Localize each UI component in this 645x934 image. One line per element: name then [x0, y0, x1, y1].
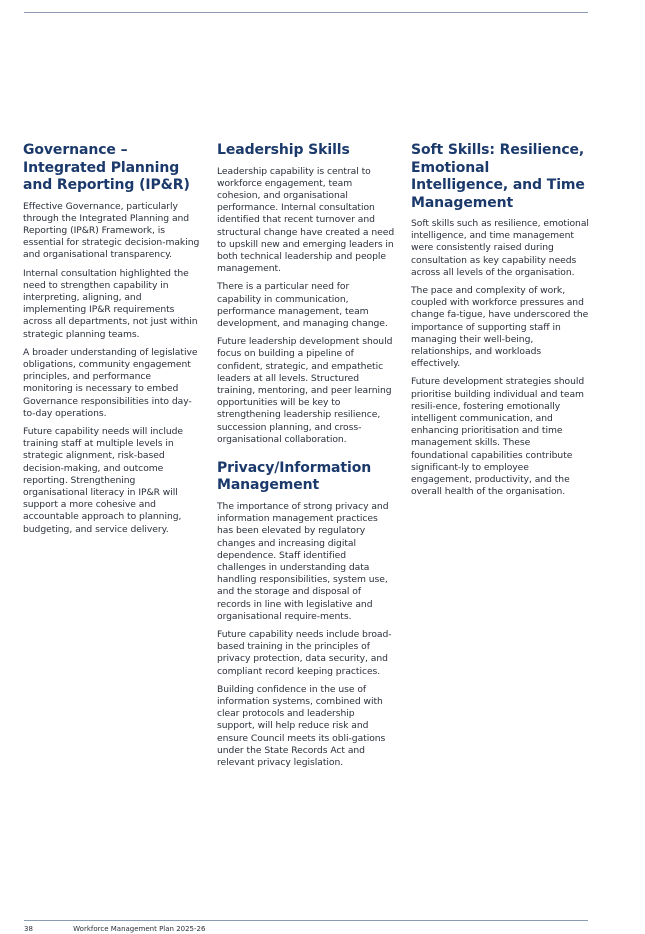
paragraph: Future development strategies should prioritise building individual and team resili-ence, fostering emotionally intelligent communication, and enhancing prioritisation and time management skills. These foundational capabilities contribute significant-ly to employee engagement, productivity, and the overall health of the organisation. [411, 376, 585, 498]
page-footer [24, 925, 205, 933]
paragraph: Leadership capability is central to workforce engagement, team cohesion, and organisational performance. Internal consultation identified that recent turnover and structural change have created a need to upskill new and emerging leaders in both technical leadership and people management. [217, 165, 395, 275]
heading-governance: Governance – Integrated Planning and Reporting (IP&R) [23, 142, 190, 193]
page-number: 38 [24, 925, 33, 933]
paragraph: Building confidence in the use of information systems, combined with clear protocols and leadership support, will help reduce risk and ensure Council meets its obli-gations under the State Records Act and relevant privacy legislation. [217, 683, 386, 769]
column-soft-skills [411, 142, 589, 504]
paragraph: Future capability needs include broad-based training in the principles of privacy protection, data security, and compliant record keeping practices. [217, 629, 392, 677]
column-leadership [217, 142, 395, 775]
paragraph: Future leadership development should focus on building a pipeline of confident, strategic, and empathetic leaders at all levels. Structured training, mentoring, and peer learning opportunities will be key to strengthening leadership resilience, succession planning, and cross-organisational collaboration. [217, 336, 393, 445]
document-title: Workforce Management Plan 2025-26 [73, 925, 206, 933]
paragraph: There is a particular need for capability in communication, performance management, team development, and managing change. [217, 281, 388, 329]
paragraph: The pace and complexity of work, coupled with workforce pressures and change fa-tigue, have underscored the importance of supporting staff in managing their well-being, relationships, and workloads effectively. [411, 285, 589, 370]
heading-soft-skills: Soft Skills: Resilience, Emotional Intelligence, and Time Management [411, 142, 585, 211]
heading-privacy: Privacy/Information Management [217, 459, 372, 494]
paragraph: Effective Governance, particularly through the Integrated Planning and Reporting (IP&R) Framework, is essential for strategic decision-making and organisational transparency. [23, 200, 200, 261]
column-governance [23, 142, 201, 542]
bottom-divider [24, 920, 588, 921]
paragraph: Future capability needs will include training staff at multiple levels in strategic alignment, risk-based decision-making, and outcome reporting. Strengthening organisational literacy in IP&R will support a more cohesive and accountable approach to planning, budgeting, and service delivery. [23, 425, 184, 535]
paragraph: The importance of strong privacy and information management practices has been elevated by regulatory changes and increasing digital dependence. Staff identified challenges in understanding data handling responsibilities, system use, and the storage and disposal of records in line with legislative and organisational require-ments. [217, 500, 389, 622]
top-divider [24, 12, 588, 13]
paragraph: Internal consultation highlighted the need to strengthen capability in interpreting, aligning, and implementing IP&R requirements across all departments, not just within strategic planning teams. [23, 267, 198, 340]
paragraph: A broader understanding of legislative obligations, community engagement principles, and performance monitoring is necessary to embed Governance responsibilities into day-to-day operations. [23, 346, 198, 419]
heading-leadership: Leadership Skills [217, 142, 350, 158]
paragraph: Soft skills such as resilience, emotional intelligence, and time management were consistently raised during consultation as key capability needs across all levels of the organisation. [411, 218, 589, 278]
